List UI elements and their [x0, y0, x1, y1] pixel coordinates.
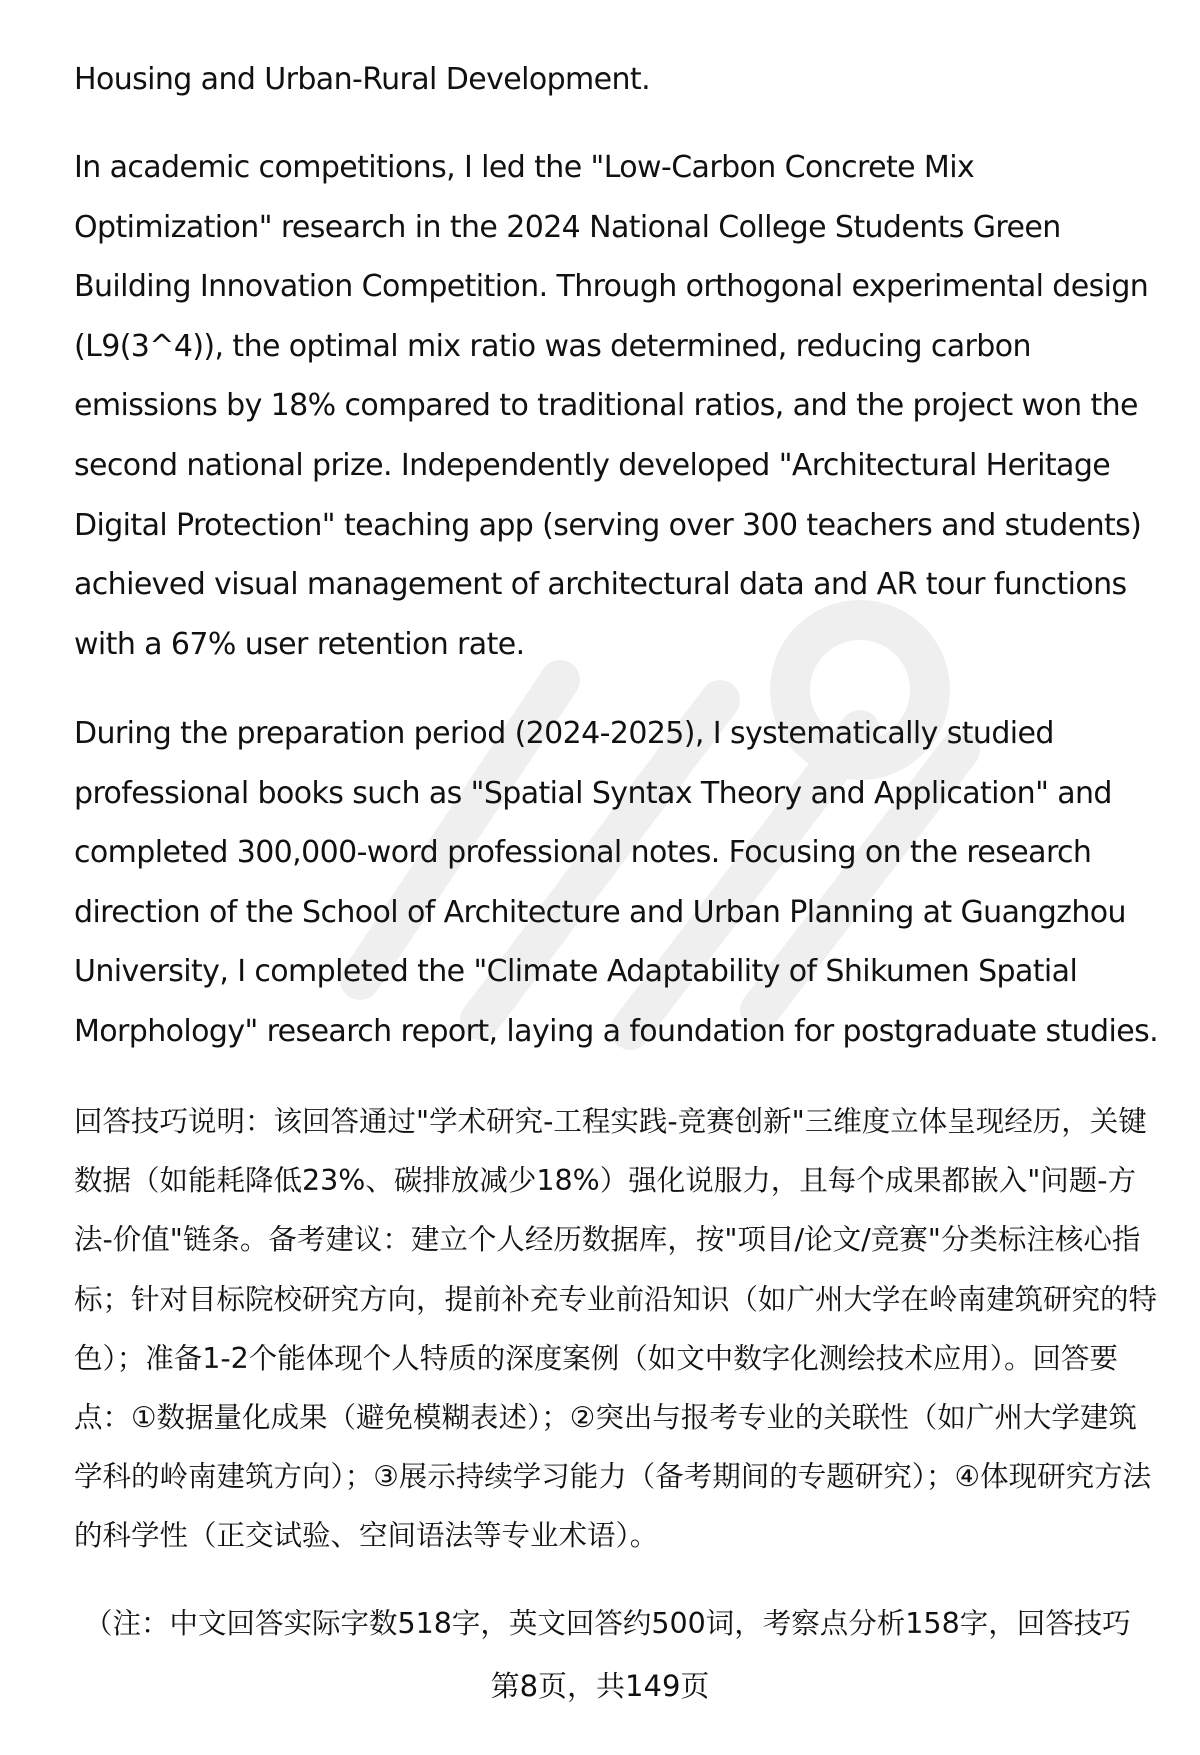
paragraph-competitions: In academic competitions, I led the "Low-Carbon Concrete Mix Optimization" research in the 2024 National College Students Green Building Innovation Competition. Through orthogonal experimental design (L9(3^4)), the optimal mix ratio was determined, reducing carbon emissions by 18% compared to traditional ratios, and the project won the second national prize. Independently developed "Architectural Heritage Digital Protection" teaching app (serving over 300 teachers and students) achieved visual management of architectural data and AR tour functions with a 67% user retention rate. — [74, 150, 1149, 662]
answer-tips-paragraph: 回答技巧说明：该回答通过"学术研究-工程实践-竞赛创新"三维度立体呈现经历，关键数据（如能耗降低23%、碳排放减少18%）强化说服力，且每个成果都嵌入"问题-方法-价值"链条。备考建议：建立个人经历数据库，按"项目/论文/竞赛"分类标注核心指标；针对目标院校研究方向，提前补充专业前沿知识（如广州大学在岭南建筑研究的特色）；准备1-2个能体现个人特质的深度案例（如文中数字化测绘技术应用）。回答要点：①数据量化成果（避免模糊表述）；②突出与报考专业的关联性（如广州大学建筑学科的岭南建筑方向）；③展示持续学习能力（备考期间的专题研究）；④体现研究方法的科学性（正交试验、空间语法等专业术语）。 — [74, 1105, 1158, 1553]
paragraph-preparation: During the preparation period (2024-2025), I systematically studied professional books such as "Spatial Syntax Theory and Application" and completed 300,000-word professional notes. Focusing on the research direction of the School of Architecture and Urban Planning at Guangzhou University, I completed the "Climate Adaptability of Shikumen Spatial Morphology" research report, laying a foundation for postgraduate studies. — [74, 716, 1159, 1049]
page-number-footer: 第8页，共149页 — [490, 1669, 710, 1703]
word-count-note: （注：中文回答实际字数518字，英文回答约500词，考察点分析158字，回答技巧 — [84, 1607, 1131, 1640]
paragraph-continuation: Housing and Urban-Rural Development. — [74, 62, 651, 97]
